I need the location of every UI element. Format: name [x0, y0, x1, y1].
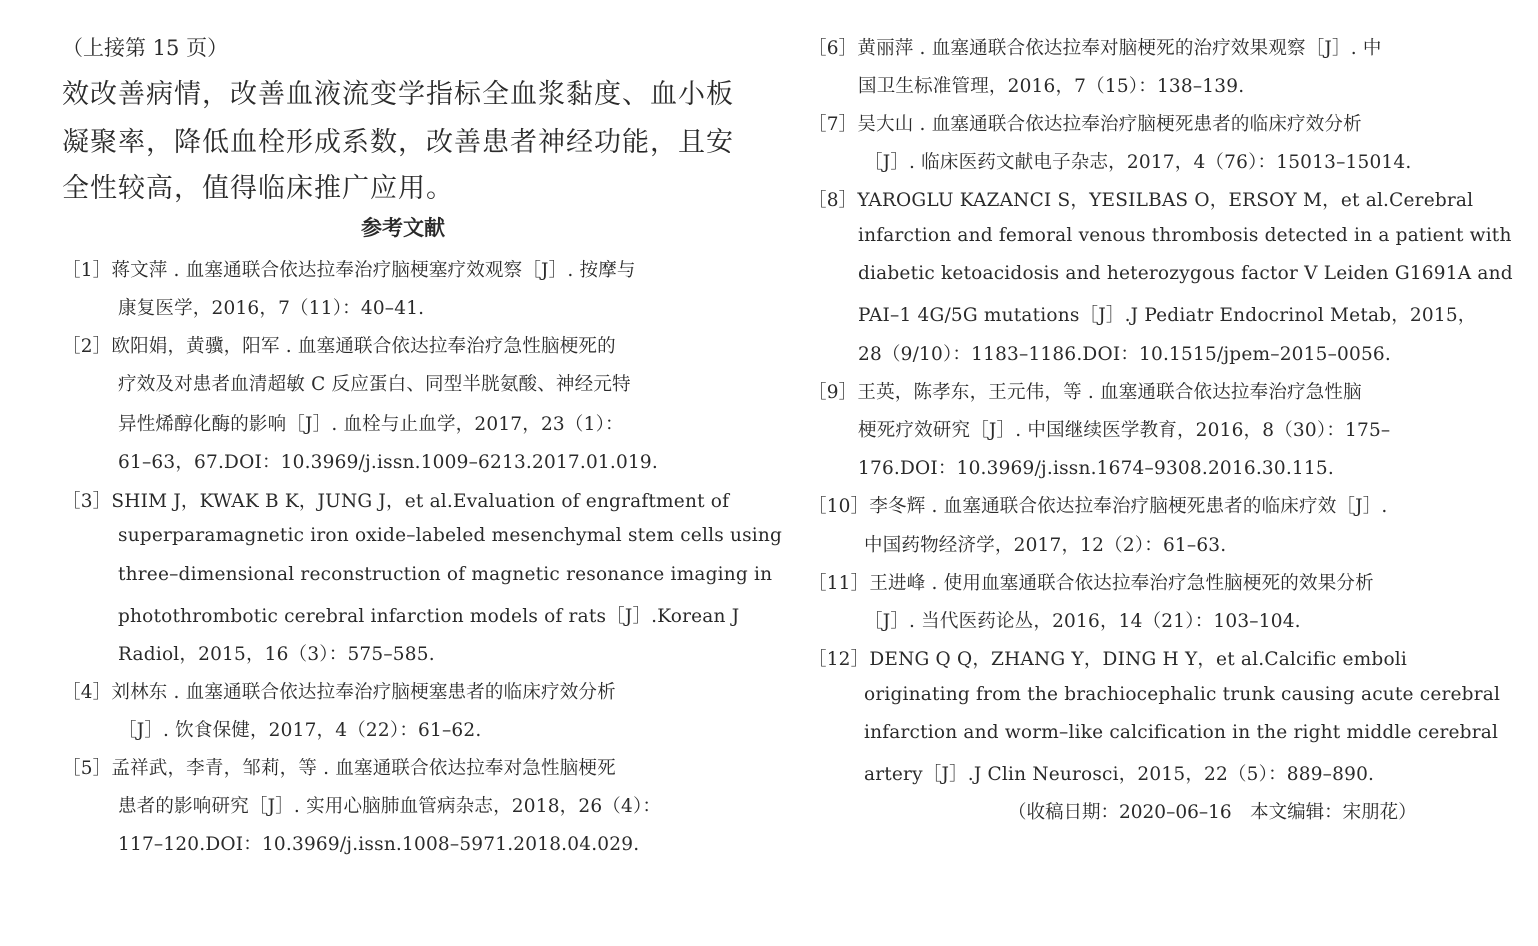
- reference-text: infarction and worm–like calcification in the right middle cerebral: [864, 722, 1499, 743]
- reference-text: photothrombotic cerebral infarction models of rats［J］.Korean J: [118, 606, 740, 627]
- reference-text: 黄丽萍 . 血塞通联合依达拉奉对脑梗死的治疗效果观察［J］. 中: [857, 38, 1382, 59]
- reference-number: ［7］: [808, 114, 858, 135]
- reference-text: 刘林东 . 血塞通联合依达拉奉治疗脑梗塞患者的临床疗效分析: [111, 682, 616, 703]
- reference-text: 康复医学，2016，7（11）：40–41.: [118, 298, 425, 319]
- reference-text: 国卫生标准管理，2016，7（15）：138–139.: [858, 76, 1245, 97]
- reference-text: ［J］. 临床医药文献电子杂志，2017，4（76）：15013–15014.: [864, 152, 1412, 173]
- body-text-line: 全性较高，值得临床推广应用。: [62, 173, 454, 204]
- reference-number: ［8］: [808, 190, 858, 211]
- continued-from-note: （上接第 15 页）: [62, 36, 229, 60]
- reference-text: 蒋文萍 . 血塞通联合依达拉奉治疗脑梗塞疗效观察［J］. 按摩与: [111, 260, 636, 281]
- reference-number: ［3］: [62, 491, 112, 512]
- reference-text: diabetic ketoacidosis and heterozygous factor V Leiden G1691A and: [858, 263, 1513, 284]
- reference-text: DENG Q Q，ZHANG Y，DING H Y，et al.Calcific emboli: [869, 649, 1408, 670]
- reference-text: PAI–1 4G/5G mutations［J］.J Pediatr Endocrinol Metab，2015，: [858, 305, 1477, 326]
- reference-text: 孟祥武，李青，邹莉，等 . 血塞通联合依达拉奉对急性脑梗死: [111, 758, 616, 779]
- reference-text: 61–63，67.DOI：10.3969/j.issn.1009–6213.2017.01.019.: [118, 452, 658, 473]
- reference-text: 王进峰 . 使用血塞通联合依达拉奉治疗急性脑梗死的效果分析: [869, 573, 1374, 594]
- reference-number: ［2］: [62, 336, 112, 357]
- reference-text: 欧阳娟，黄骥，阳军 . 血塞通联合依达拉奉治疗急性脑梗死的: [111, 336, 616, 357]
- reference-text: infarction and femoral venous thrombosis detected in a patient with: [858, 225, 1512, 246]
- reference-text: 梗死疗效研究［J］. 中国继续医学教育，2016，8（30）：175–: [858, 420, 1391, 441]
- received-date-editor-note: （收稿日期：2020–06–16 本文编辑：宋朋花）: [1008, 802, 1417, 823]
- reference-number: ［10］: [808, 496, 870, 517]
- reference-text: artery［J］.J Clin Neurosci，2015，22（5）：889–890.: [864, 764, 1375, 785]
- references-heading: 参考文献: [361, 216, 445, 240]
- reference-text: 王英，陈孝东，王元伟，等 . 血塞通联合依达拉奉治疗急性脑: [857, 382, 1362, 403]
- reference-text: Radiol，2015，16（3）：575–585.: [118, 644, 435, 665]
- reference-text: originating from the brachiocephalic trunk causing acute cerebral: [864, 684, 1501, 705]
- reference-text: ［J］. 饮食保健，2017，4（22）：61–62.: [118, 720, 482, 741]
- reference-text: 28（9/10）：1183–1186.DOI：10.1515/jpem–2015–0056.: [858, 344, 1391, 365]
- reference-text: 疗效及对患者血清超敏 C 反应蛋白、同型半胱氨酸、神经元特: [118, 374, 631, 395]
- reference-text: 中国药物经济学，2017，12（2）：61–63.: [864, 535, 1227, 556]
- reference-text: 异性烯醇化酶的影响［J］. 血栓与止血学，2017，23（1）：: [118, 414, 624, 435]
- reference-number: ［11］: [808, 573, 870, 594]
- reference-number: ［4］: [62, 682, 112, 703]
- reference-number: ［12］: [808, 649, 870, 670]
- body-text-line: 效改善病情，改善血液流变学指标全血浆黏度、血小板: [62, 79, 734, 110]
- reference-number: ［1］: [62, 260, 112, 281]
- reference-text: SHIM J，KWAK B K，JUNG J，et al.Evaluation of engraftment of: [111, 491, 730, 512]
- reference-text: YAROGLU KAZANCI S，YESILBAS O，ERSOY M，et al.Cerebral: [857, 190, 1474, 211]
- reference-text: three–dimensional reconstruction of magnetic resonance imaging in: [118, 564, 773, 585]
- reference-number: ［9］: [808, 382, 858, 403]
- reference-text: ［J］. 当代医药论丛，2016，14（21）：103–104.: [864, 611, 1301, 632]
- reference-text: 117–120.DOI：10.3969/j.issn.1008–5971.2018.04.029.: [118, 834, 640, 855]
- body-text-line: 凝聚率，降低血栓形成系数，改善患者神经功能，且安: [62, 127, 734, 158]
- reference-text: 176.DOI：10.3969/j.issn.1674–9308.2016.30.115.: [858, 458, 1334, 479]
- reference-number: ［6］: [808, 38, 858, 59]
- reference-text: superparamagnetic iron oxide–labeled mesenchymal stem cells using: [118, 525, 783, 546]
- reference-text: 李冬辉 . 血塞通联合依达拉奉治疗脑梗死患者的临床疗效［J］.: [869, 496, 1388, 517]
- reference-number: ［5］: [62, 758, 112, 779]
- reference-text: 患者的影响研究［J］. 实用心脑肺血管病杂志，2018，26（4）：: [118, 796, 662, 817]
- reference-text: 吴大山 . 血塞通联合依达拉奉治疗脑梗死患者的临床疗效分析: [857, 114, 1362, 135]
